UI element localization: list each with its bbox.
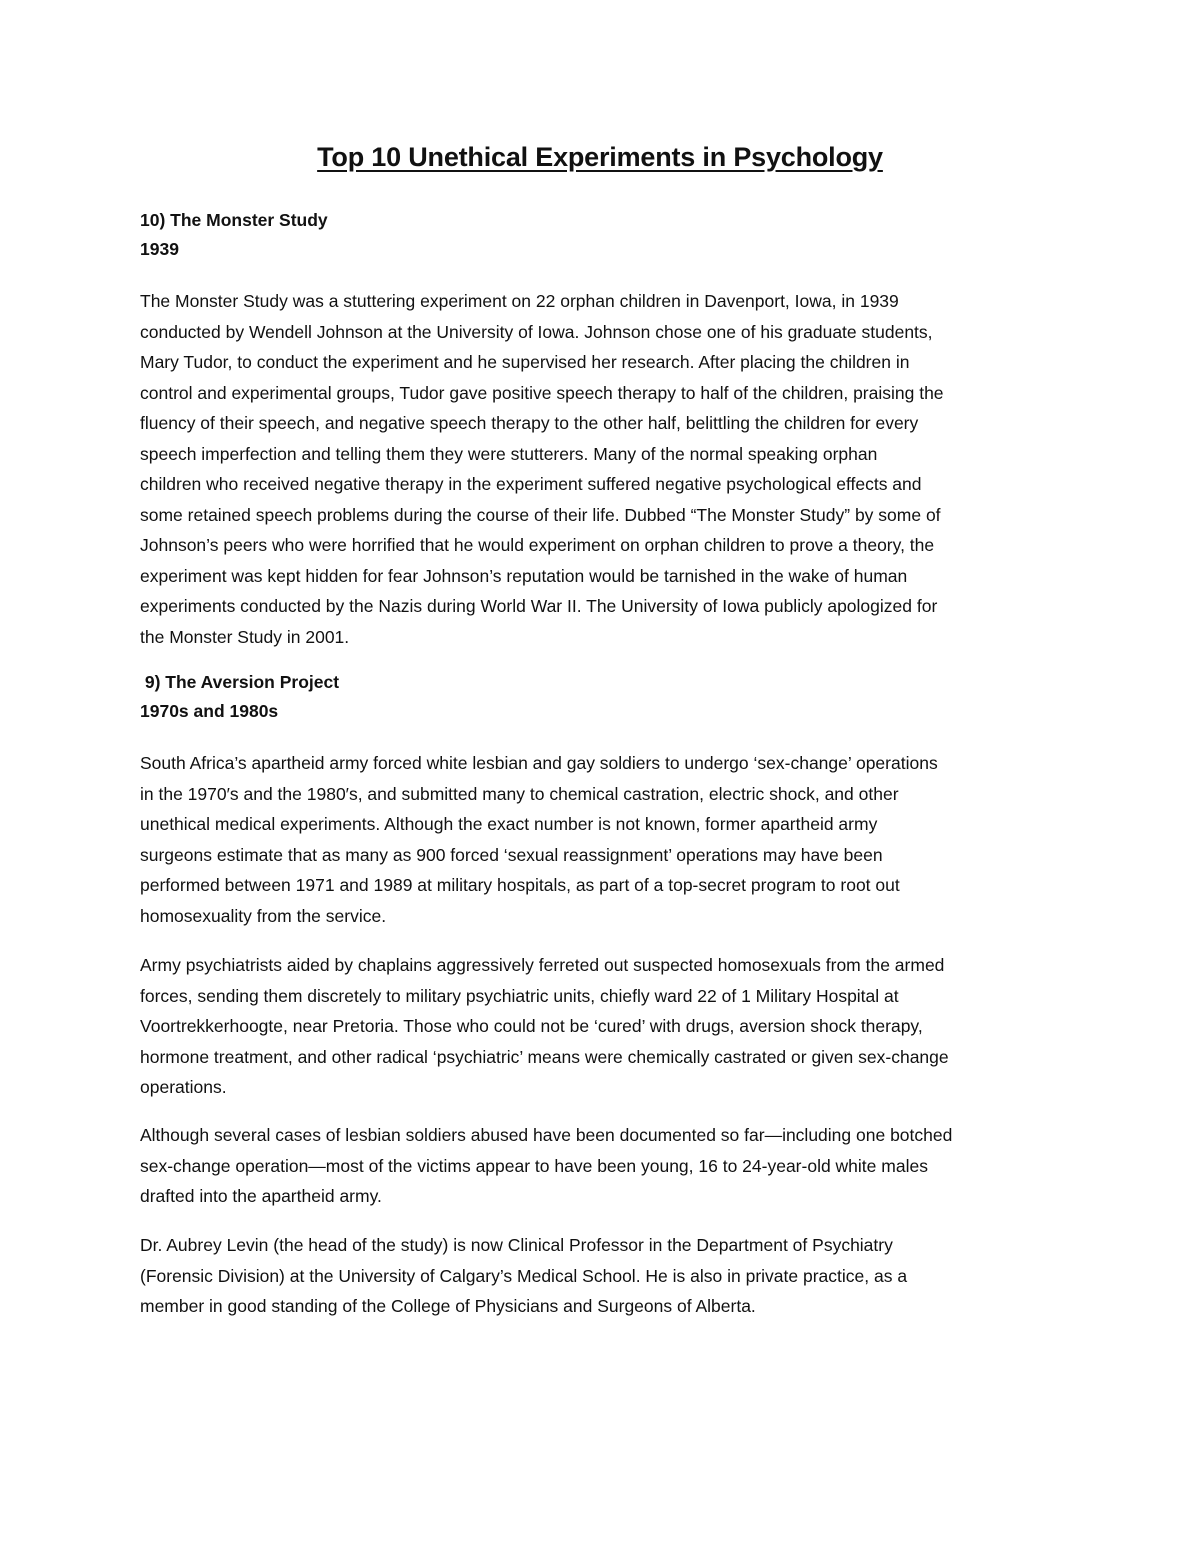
text-line: South Africa’s apartheid army forced white lesbian and gay soldiers to undergo ‘sex-change’ operations xyxy=(140,753,938,773)
section-date: 1939 xyxy=(140,239,179,259)
text-line: The Monster Study was a stuttering experiment on 22 orphan children in Davenport, Iowa, in 1939 xyxy=(140,291,899,311)
text-line: drafted into the apartheid army. xyxy=(140,1186,382,1206)
paragraph xyxy=(140,286,1060,652)
text-line: experiments conducted by the Nazis during World War II. The University of Iowa publicly apologized for xyxy=(140,596,938,616)
text-line: Voortrekkerhoogte, near Pretoria. Those who could not be ‘cured’ with drugs, aversion shock therapy, xyxy=(140,1016,923,1036)
section-aversion-project xyxy=(140,668,1060,931)
text-line: sex-change operation—most of the victims appear to have been young, 16 to 24-year-old white males xyxy=(140,1155,928,1176)
text-line: Although several cases of lesbian soldiers abused have been documented so far—including one botched xyxy=(140,1125,953,1145)
text-line: homosexuality from the service. xyxy=(140,905,387,926)
paragraph xyxy=(140,1120,1060,1212)
section-heading: 10) The Monster Study xyxy=(140,210,328,230)
text-line: member in good standing of the College of Physicians and Surgeons of Alberta. xyxy=(140,1296,756,1316)
section-date: 1970s and 1980s xyxy=(140,701,279,721)
text-line: in the 1970′s and the 1980′s, and submitted many to chemical castration, electric shock, and other xyxy=(140,783,899,804)
text-line: control and experimental groups, Tudor gave positive speech therapy to half of the children, praising the xyxy=(140,382,944,403)
paragraph xyxy=(140,950,1060,1103)
text-line: fluency of their speech, and negative speech therapy to the other half, belittling the children for every xyxy=(140,413,919,433)
text-line: surgeons estimate that as many as 900 forced ‘sexual reassignment’ operations may have been xyxy=(140,844,883,865)
text-line: (Forensic Division) at the University of Calgary’s Medical School. He is also in private practice, as a xyxy=(140,1265,908,1286)
text-line: some retained speech problems during the course of their life. Dubbed “The Monster Study” by some of xyxy=(140,504,941,525)
text-line: Army psychiatrists aided by chaplains aggressively ferreted out suspected homosexuals from the armed xyxy=(140,955,945,975)
paragraph xyxy=(140,1230,1060,1322)
section-heading: 9) The Aversion Project xyxy=(140,672,340,692)
text-line: unethical medical experiments. Although the exact number is not known, former apartheid army xyxy=(140,814,878,834)
text-line: operations. xyxy=(140,1077,227,1097)
text-line: Mary Tudor, to conduct the experiment and he supervised her research. After placing the children in xyxy=(140,352,910,372)
text-line: conducted by Wendell Johnson at the University of Iowa. Johnson chose one of his graduate students, xyxy=(140,321,933,342)
text-line: experiment was kept hidden for fear Johnson’s reputation would be tarnished in the wake of human xyxy=(140,565,908,586)
paragraph xyxy=(140,748,1060,931)
text-line: Dr. Aubrey Levin (the head of the study) is now Clinical Professor in the Department of Psychiatry xyxy=(140,1235,893,1255)
text-line: speech imperfection and telling them they were stutterers. Many of the normal speaking orphan xyxy=(140,443,878,464)
text-line: children who received negative therapy in the experiment suffered negative psychological effects and xyxy=(140,474,922,494)
text-line: performed between 1971 and 1989 at military hospitals, as part of a top-secret program to root out xyxy=(140,875,900,895)
text-line: the Monster Study in 2001. xyxy=(140,626,350,647)
document-title: Top 10 Unethical Experiments in Psychology xyxy=(317,142,883,172)
text-line: Johnson’s peers who were horrified that he would experiment on orphan children to prove a theory, the xyxy=(140,535,935,555)
text-line: forces, sending them discretely to military psychiatric units, chiefly ward 22 of 1 Military Hospital at xyxy=(140,985,899,1006)
text-line: hormone treatment, and other radical ‘psychiatric’ means were chemically castrated or given sex-change xyxy=(140,1046,949,1067)
section-monster-study xyxy=(140,206,1060,652)
